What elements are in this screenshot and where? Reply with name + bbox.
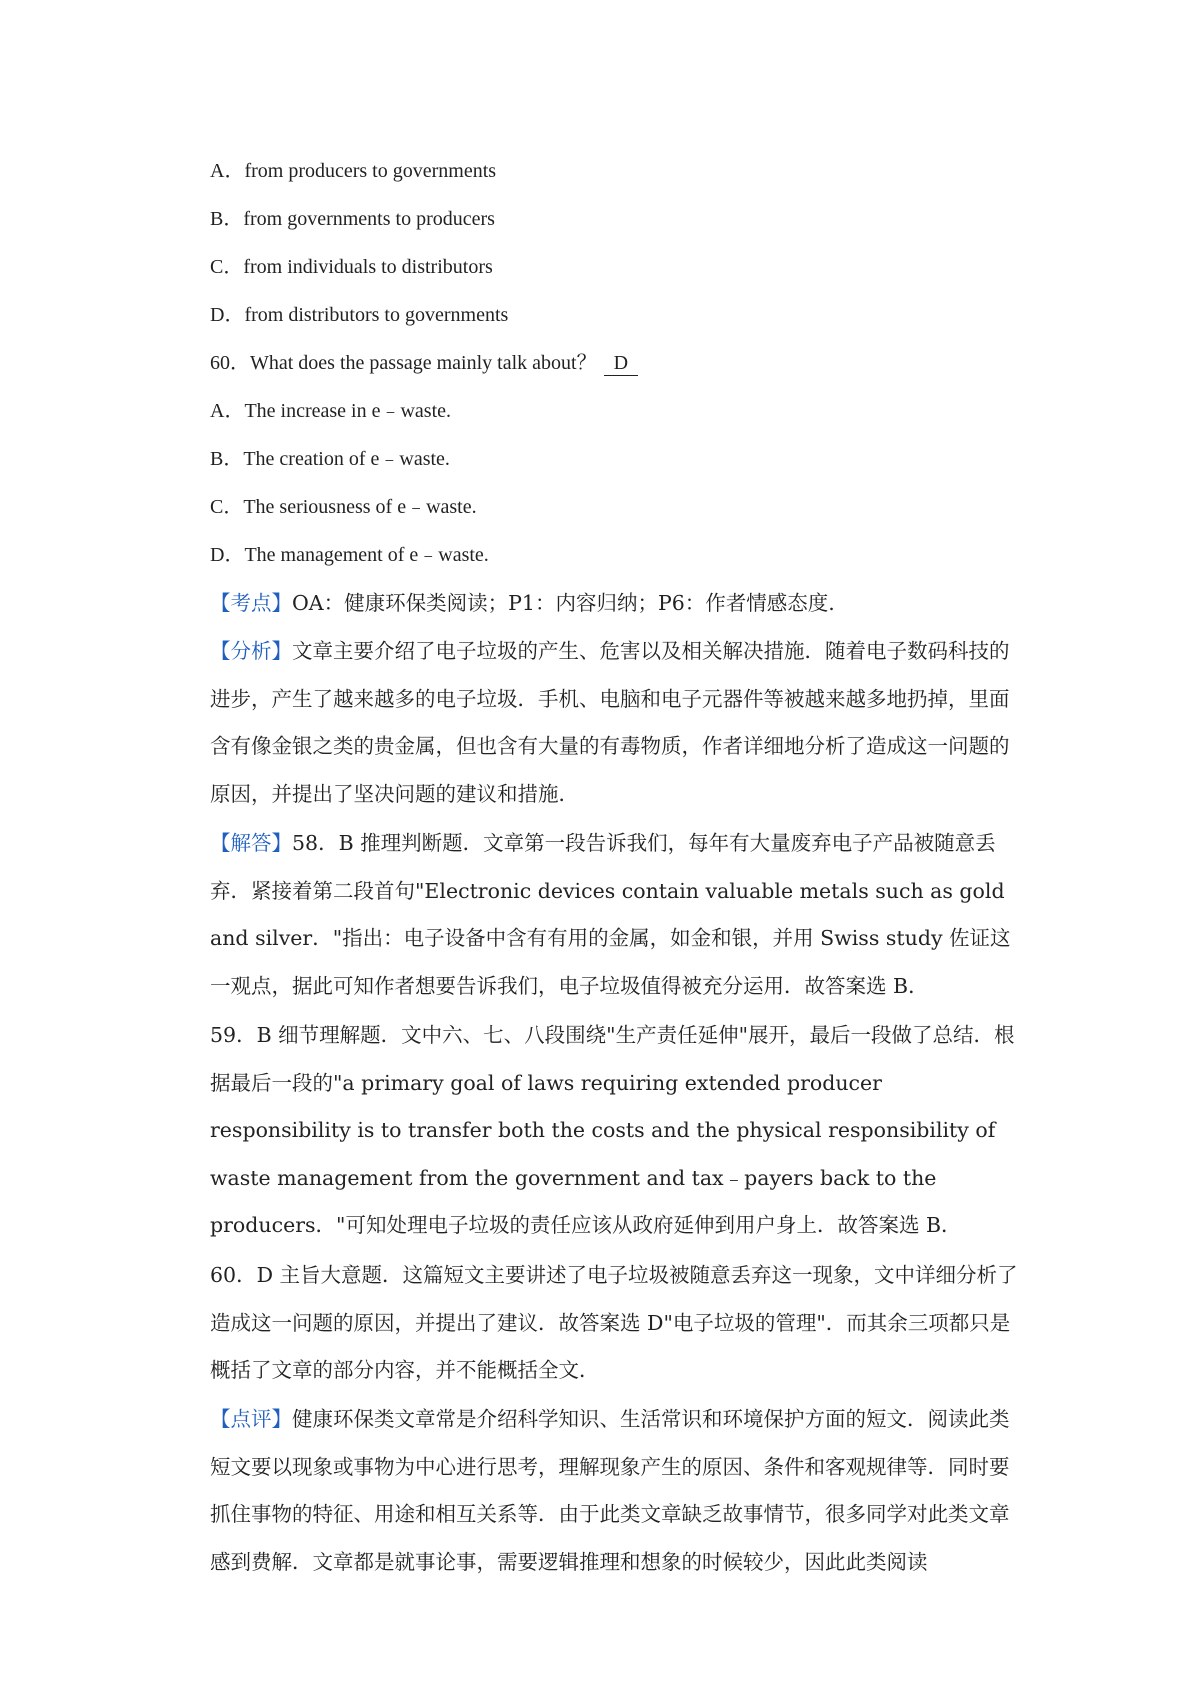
- question-60-text: 60．What does the passage mainly talk about？: [210, 352, 597, 374]
- option-59-c: C．from individuals to distributors: [210, 256, 493, 278]
- kaodian-section: [210, 580, 1018, 628]
- option-59-d: D．from distributors to governments: [210, 304, 509, 326]
- dianping-section: [210, 1396, 1018, 1586]
- kaodian-text: OA：健康环保类阅读；P1：内容归纳；P6：作者情感态度.: [292, 591, 835, 615]
- dianping-tag: 【点评】: [210, 1407, 292, 1431]
- kaodian-tag: 【考点】: [210, 591, 292, 615]
- option-60-d: D．The management of e﹣waste.: [210, 544, 489, 566]
- jieda-section: [210, 820, 1018, 1010]
- jieda-text: 58．B 推理判断题．文章第一段告诉我们，每年有大量废弃电子产品被随意丢弃．紧接着第二段首句"Electronic devices contain valuable metals such as gold and silver．"指出：电子设备中含有有用的金属，如金和银，并用 Swiss study 佐证这一观点，据此可知作者想要告诉我们，电子垃圾值得被充分运用．故答案选 B．: [210, 831, 1011, 998]
- fenxi-text: 文章主要介绍了电子垃圾的产生、危害以及相关解决措施．随着电子数码科技的进步，产生了越来越多的电子垃圾．手机、电脑和电子元器件等被越来越多地扔掉，里面含有像金银之类的贵金属，但也含有大量的有毒物质，作者详细地分析了造成这一问题的原因，并提出了坚决问题的建议和措施．: [210, 639, 1010, 806]
- option-60-a: A．The increase in e﹣waste.: [210, 400, 452, 422]
- question-60: [210, 351, 1020, 376]
- dianping-text: 健康环保类文章常是介绍科学知识、生活常识和环境保护方面的短文．阅读此类短文要以现象或事物为中心进行思考，理解现象产生的原因、条件和客观规律等．同时要抓住事物的特征、用途和相互关系等．由于此类文章缺乏故事情节，很多同学对此类文章感到费解．文章都是就事论事，需要逻辑推理和想象的时候较少，因此此类阅读: [210, 1407, 1010, 1574]
- option-60-c: C．The seriousness of e﹣waste.: [210, 496, 477, 518]
- option-59-a: A．from producers to governments: [210, 160, 497, 182]
- question-59-explanation: 59．B 细节理解题．文中六、七、八段围绕"生产责任延伸"展开，最后一段做了总结．根据最后一段的"a primary goal of laws requiring extended producer responsibility is to transfer both the costs and the physical responsibility of waste management from the government and tax﹣payers back to the producers．"可知处理电子垃圾的责任应该从政府延伸到用户身上．故答案选 B．: [210, 1023, 1015, 1237]
- jieda-tag: 【解答】: [210, 831, 292, 855]
- question-60-answer: D: [604, 351, 638, 376]
- fenxi-tag: 【分析】: [210, 639, 292, 663]
- option-60-b: B．The creation of e﹣waste.: [210, 448, 450, 470]
- fenxi-section: [210, 628, 1018, 818]
- question-60-explanation: 60．D 主旨大意题．这篇短文主要讲述了电子垃圾被随意丢弃这一现象，文中详细分析了造成这一问题的原因，并提出了建议．故答案选 D"电子垃圾的管理"．而其余三项都只是概括了文章的部分内容，并不能概括全文．: [210, 1263, 1018, 1382]
- option-59-b: B．from governments to producers: [210, 208, 495, 230]
